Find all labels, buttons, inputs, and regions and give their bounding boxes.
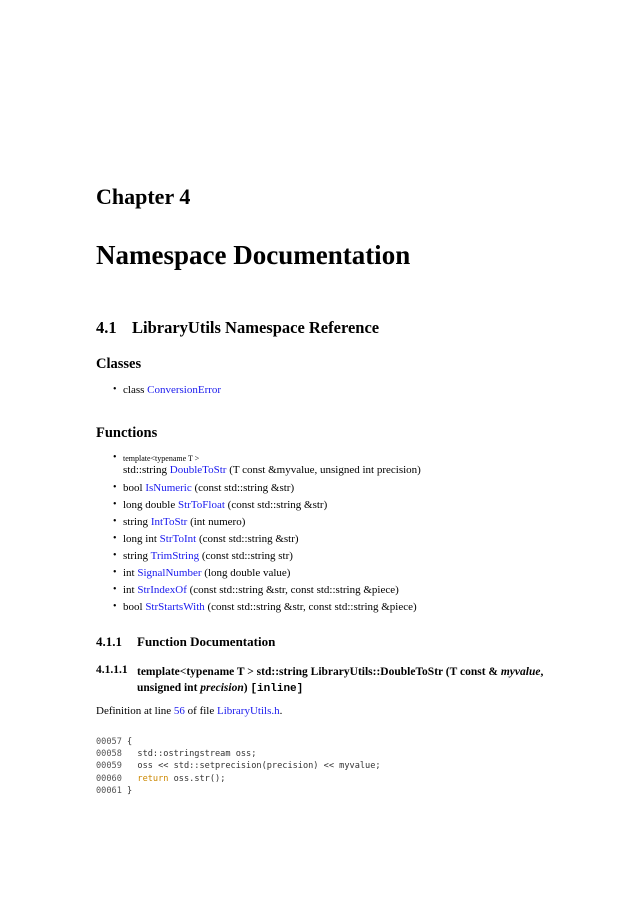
code-text: oss.str(); bbox=[168, 773, 226, 784]
code-text: } bbox=[121, 785, 133, 796]
item-suffix: (const std::string &str) bbox=[196, 533, 299, 545]
line-number-link[interactable]: 56 bbox=[173, 705, 185, 717]
code-line bbox=[96, 773, 381, 785]
inline-tag: [inline] bbox=[250, 683, 304, 695]
function-link-inttostr[interactable]: IntToStr bbox=[150, 516, 188, 528]
bullet: • bbox=[113, 499, 117, 510]
class-link-conversionerror[interactable]: ConversionError bbox=[147, 384, 222, 396]
bullet: • bbox=[113, 584, 117, 595]
function-link-doubletostr[interactable]: DoubleToStr bbox=[169, 464, 227, 476]
item-prefix: class bbox=[123, 384, 148, 396]
item-suffix: (const std::string &str) bbox=[224, 499, 328, 511]
function-link-strstartswith[interactable]: StrStartsWith bbox=[145, 601, 205, 613]
item-suffix: (const std::string str) bbox=[199, 550, 293, 562]
item-prefix: string bbox=[123, 550, 151, 562]
bullet: • bbox=[113, 384, 117, 395]
definition-suffix: . bbox=[279, 705, 283, 717]
sig-part: , bbox=[540, 666, 544, 678]
bullet: • bbox=[113, 533, 117, 544]
template-line: template<typename T > bbox=[123, 454, 200, 463]
sig-param-myvalue: myvalue bbox=[500, 666, 541, 678]
subsection-heading bbox=[96, 634, 275, 650]
function-link-signalnumber[interactable]: SignalNumber bbox=[137, 567, 202, 579]
sig-param-precision: precision bbox=[200, 682, 244, 694]
sig-part: unsigned int bbox=[137, 682, 201, 694]
section-title: LibraryUtils Namespace Reference bbox=[132, 318, 380, 337]
sig-part: ) bbox=[243, 682, 251, 694]
chapter-title: Namespace Documentation bbox=[96, 240, 411, 270]
code-text: { bbox=[121, 737, 133, 747]
item-prefix: bool bbox=[123, 482, 146, 494]
code-line-number: 00058 bbox=[96, 749, 122, 760]
code-line bbox=[96, 760, 381, 772]
item-prefix: int bbox=[123, 584, 138, 596]
item-prefix: long double bbox=[123, 499, 178, 511]
code-line-number: 00057 bbox=[96, 737, 122, 747]
function-link-isnumeric[interactable]: IsNumeric bbox=[145, 482, 192, 494]
code-block bbox=[96, 736, 381, 797]
item-suffix: (const std::string &str) bbox=[191, 482, 295, 494]
function-link-trimstring[interactable]: TrimString bbox=[150, 550, 200, 562]
file-link[interactable]: LibraryUtils.h bbox=[216, 705, 280, 717]
chapter-label: Chapter 4 bbox=[96, 184, 191, 209]
classes-heading: Classes bbox=[96, 356, 142, 372]
function-signature bbox=[137, 664, 557, 697]
definition-middle: of file bbox=[184, 705, 217, 717]
function-link-strindexof[interactable]: StrIndexOf bbox=[137, 584, 187, 596]
code-line-number: 00060 bbox=[96, 773, 122, 784]
functions-heading: Functions bbox=[96, 425, 158, 441]
bullet: • bbox=[113, 516, 117, 527]
subsection-number: 4.1.1 bbox=[96, 634, 122, 649]
item-prefix: bool bbox=[123, 601, 146, 613]
function-link-strtoint[interactable]: StrToInt bbox=[159, 533, 197, 545]
bullet: • bbox=[113, 567, 117, 578]
code-text: oss << std::setprecision(precision) << myvalue; bbox=[121, 761, 381, 772]
item-prefix: int bbox=[123, 567, 138, 579]
code-line-number: 00061 bbox=[96, 785, 122, 796]
bullet: • bbox=[113, 550, 117, 561]
code-keyword: return bbox=[137, 773, 169, 784]
sig-part: template<typename T > std::string LibraryUtils::DoubleToStr (T const & bbox=[137, 666, 501, 678]
item-prefix: std::string bbox=[123, 464, 170, 476]
subsection-title: Function Documentation bbox=[137, 634, 276, 649]
item-suffix: (const std::string &str, const std::string &piece) bbox=[204, 601, 417, 613]
item-prefix: string bbox=[123, 516, 151, 528]
section-number: 4.1 bbox=[96, 318, 117, 337]
section-heading bbox=[96, 318, 379, 338]
function-doc-number: 4.1.1.1 bbox=[96, 664, 128, 676]
bullet: • bbox=[113, 452, 117, 463]
definition-line bbox=[96, 705, 282, 717]
code-text bbox=[122, 774, 138, 784]
item-prefix: long int bbox=[123, 533, 160, 545]
function-link-strtofloat[interactable]: StrToFloat bbox=[178, 499, 225, 511]
item-suffix: (int numero) bbox=[187, 516, 246, 528]
bullet: • bbox=[113, 482, 117, 493]
code-line-number: 00059 bbox=[96, 761, 122, 772]
code-line bbox=[96, 785, 381, 797]
item-suffix: (long double value) bbox=[201, 567, 291, 579]
code-line bbox=[96, 736, 381, 748]
code-line bbox=[96, 748, 381, 760]
item-suffix: (T const &myvalue, unsigned int precision) bbox=[226, 464, 421, 476]
code-text: std::ostringstream oss; bbox=[121, 749, 257, 760]
item-suffix: (const std::string &str, const std::string &piece) bbox=[186, 584, 399, 596]
bullet: • bbox=[113, 601, 117, 612]
definition-prefix: Definition at line bbox=[96, 705, 174, 717]
